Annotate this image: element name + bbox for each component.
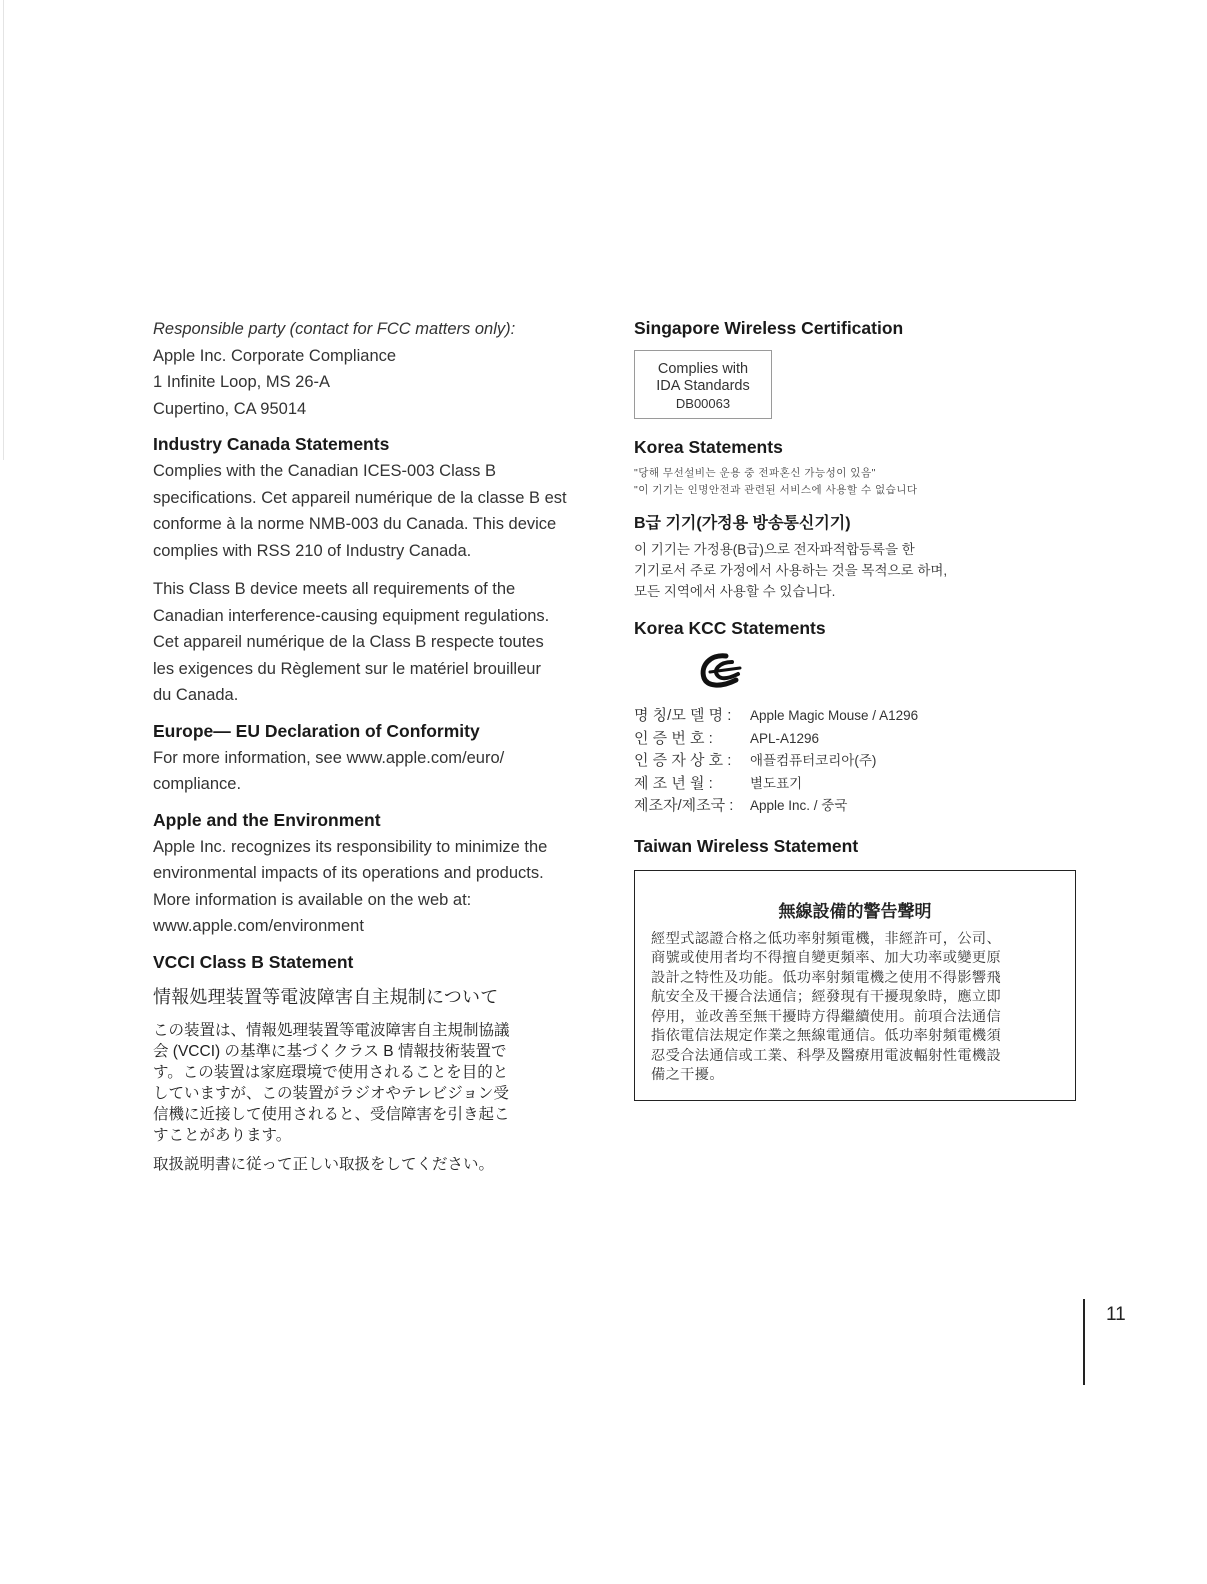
korea-b-line: 모든 지역에서 사용할 수 있습니다. xyxy=(634,584,836,599)
kcc-value: APL-A1296 xyxy=(750,730,820,746)
taiwan-box-body xyxy=(651,930,1075,1086)
kcc-value: Apple Inc. / 중국 xyxy=(750,798,848,813)
industry-canada-line: Canadian interference-causing equipment regulations. xyxy=(153,606,550,625)
industry-canada-line: les exigences du Règlement sur le matériel brouilleur xyxy=(153,659,541,678)
kcc-logo-icon xyxy=(696,650,744,690)
kcc-key: 제 조 년 월 : xyxy=(634,774,713,792)
korea-small-line: "이 기기는 인명안전과 관련된 서비스에 사용할 수 없습니다 xyxy=(634,484,918,496)
industry-canada-line: specifications. Cet appareil numérique de la classe B est xyxy=(153,488,567,507)
europe-line: For more information, see www.apple.com/euro/ xyxy=(153,748,505,767)
kcc-row xyxy=(634,728,918,751)
taiwan-box-line: 停用，並改善至無干擾時方得繼續使用。前項合法通信 xyxy=(651,1008,1002,1025)
industry-canada-line: complies with RSS 210 of Industry Canada. xyxy=(153,541,472,560)
kcc-row xyxy=(634,750,918,773)
vcci-jp-line: 会 (VCCI) の基準に基づくクラス B 情報技術装置で xyxy=(153,1042,507,1060)
environment-line: More information is available on the web at: xyxy=(153,890,472,909)
taiwan-box-line: 設計之特性及功能。低功率射頻電機之使用不得影響飛 xyxy=(651,969,1002,986)
kcc-value: Apple Magic Mouse / A1296 xyxy=(750,708,919,723)
industry-canada-line: Complies with the Canadian ICES-003 Class B xyxy=(153,462,496,480)
taiwan-box-line: 備之干擾。 xyxy=(651,1067,724,1083)
kcc-key: 인 증 번 호 : xyxy=(634,729,713,747)
taiwan-box-line: 指依電信法規定作業之無線電通信。低功率射頻電機須 xyxy=(651,1028,1002,1044)
vcci-jp-line: すことがあります。 xyxy=(153,1126,292,1144)
vcci-jp-line: していますが、この装置がラジオやテレビジョン受 xyxy=(153,1084,509,1102)
kcc-key: 제조자/제조국 : xyxy=(634,797,734,814)
right-column xyxy=(634,316,1084,1101)
address-line: 1 Infinite Loop, MS 26-A xyxy=(153,373,331,391)
environment-line: environmental impacts of its operations and products. xyxy=(153,864,544,882)
taiwan-statement-box xyxy=(634,870,1076,1101)
vcci-heading: VCCI Class B Statement xyxy=(153,951,354,972)
korea-small-line: "당해 무선설비는 운용 중 전파혼신 가능성이 있음" xyxy=(634,467,876,479)
taiwan-box-title: 無線設備的警告聲明 xyxy=(778,901,932,921)
address-line: Apple Inc. Corporate Compliance xyxy=(153,346,397,365)
kcc-row xyxy=(634,705,918,728)
europe-heading: Europe— EU Declaration of Conformity xyxy=(153,720,480,741)
kcc-row xyxy=(634,773,918,796)
page-number-rule xyxy=(1083,1299,1085,1385)
korea-heading: Korea Statements xyxy=(634,437,783,457)
industry-canada-line: du Canada. xyxy=(153,686,239,704)
industry-canada-heading: Industry Canada Statements xyxy=(153,434,390,454)
vcci-jp-line: す。この装置は家庭環境で使用されることを目的と xyxy=(153,1063,509,1081)
taiwan-box-line: 經型式認證合格之低功率射頻電機，非經許可，公司、 xyxy=(651,930,1002,947)
page-number: 11 xyxy=(1106,1304,1126,1325)
vcci-jp-line: この装置は、情報処理装置等電波障害自主規制協議 xyxy=(153,1021,510,1039)
korea-b-line: 이 기기는 가정용(B급)으로 전자파적합등록을 한 xyxy=(634,542,915,557)
kcc-row xyxy=(634,795,918,818)
vcci-jp-heading: 情報処理装置等電波障害自主規制について xyxy=(153,986,499,1007)
environment-heading: Apple and the Environment xyxy=(153,809,381,830)
taiwan-box-line: 忍受合法通信或工業、科學及醫療用電波輻射性電機設 xyxy=(651,1047,1002,1064)
kcc-value: 별도표기 xyxy=(750,775,803,791)
responsible-party-label: Responsible party (contact for FCC matters only): xyxy=(153,320,516,338)
ida-box-line: DB00063 xyxy=(675,396,731,411)
address-line: Cupertino, CA 95014 xyxy=(153,399,307,418)
vcci-jp-last-line: 取扱説明書に従って正しい取扱をしてください。 xyxy=(153,1155,495,1173)
ida-box-line: Complies with xyxy=(657,361,749,377)
europe-line: compliance. xyxy=(153,775,242,793)
environment-line: Apple Inc. recognizes its responsibility to minimize the xyxy=(153,837,548,856)
taiwan-box-line: 航安全及干擾合法通信；經發現有干擾現象時，應立即 xyxy=(651,989,1002,1005)
kcc-heading: Korea KCC Statements xyxy=(634,618,826,638)
page-edge xyxy=(3,0,4,460)
industry-canada-line: Cet appareil numérique de la Class B respecte toutes xyxy=(153,633,544,651)
singapore-heading: Singapore Wireless Certification xyxy=(634,318,904,338)
taiwan-box-line: 商號或使用者均不得擅自變更頻率、加大功率或變更原 xyxy=(651,950,1002,966)
industry-canada-line: conforme à la norme NMB-003 du Canada. This device xyxy=(153,515,557,533)
kcc-key: 명 칭/모 델 명 : xyxy=(634,707,732,724)
vcci-jp-paragraph xyxy=(153,1020,603,1146)
ida-box-line: IDA Standards xyxy=(656,378,750,394)
kcc-key: 인 증 자 상 호 : xyxy=(634,752,732,769)
vcci-jp-line: 信機に近接して使用されると、受信障害を引き起こ xyxy=(153,1105,510,1123)
kcc-info-table xyxy=(634,705,918,818)
korea-b-heading: B급 기기(가정용 방송통신기기) xyxy=(634,515,851,532)
ida-certification-box xyxy=(634,350,772,419)
industry-canada-line: This Class B device meets all requirements of the xyxy=(153,580,516,598)
kcc-value: 애플컴퓨터코리아(주) xyxy=(750,753,877,768)
left-column xyxy=(153,316,603,1175)
taiwan-heading: Taiwan Wireless Statement xyxy=(634,835,859,856)
environment-line: www.apple.com/environment xyxy=(153,917,364,935)
korea-b-line: 기기로서 주로 가정에서 사용하는 것을 목적으로 하며, xyxy=(634,563,948,578)
